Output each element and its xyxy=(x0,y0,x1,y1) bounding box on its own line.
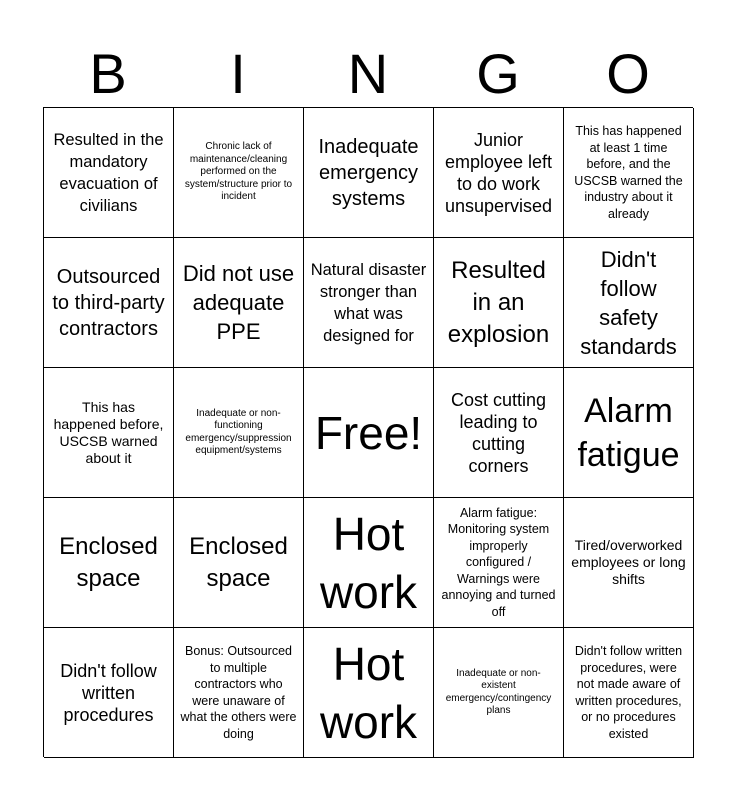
cell-text: Inadequate emergency systems xyxy=(318,135,419,210)
cell-text: Alarm fatigue xyxy=(577,391,680,474)
header-letter-g: G xyxy=(476,42,520,105)
cell-text: Didn't follow written procedures, were not made aware of written procedures, or no procedures existed xyxy=(574,644,683,741)
cell-text: Tired/overworked employees or long shifts xyxy=(571,537,686,587)
cell-text: Chronic lack of maintenance/cleaning performed on the system/structure prior to incident xyxy=(184,141,293,203)
bingo-cell[interactable] xyxy=(564,238,694,368)
bingo-cell[interactable] xyxy=(174,238,304,368)
bingo-cell[interactable] xyxy=(174,498,304,628)
cell-text: Resulted in the mandatory evacuation of civilians xyxy=(53,130,164,215)
cell-text: Outsourced to third-party contractors xyxy=(52,265,165,340)
bingo-cell[interactable] xyxy=(44,628,174,758)
bingo-cell[interactable] xyxy=(304,238,434,368)
bingo-cell[interactable] xyxy=(304,498,434,628)
cell-text: Resulted in an explosion xyxy=(447,256,550,348)
cell-text: Alarm fatigue: Monitoring system improperly configured / Warnings were annoying and turned off xyxy=(441,505,556,619)
cell-text: Didn't follow safety standards xyxy=(580,246,677,359)
bingo-header xyxy=(43,40,693,108)
header-letter-n: N xyxy=(347,42,389,105)
cell-text: Inadequate or non-functioning emergency/suppression equipment/systems xyxy=(185,407,292,456)
bingo-cell[interactable] xyxy=(174,108,304,238)
cell-text: Enclosed space xyxy=(59,532,158,592)
cell-text: This has happened at least 1 time before, and the USCSB warned the industry about it already xyxy=(574,124,683,221)
bingo-cell[interactable] xyxy=(174,368,304,498)
header-letter-b: B xyxy=(89,42,127,105)
bingo-cell[interactable] xyxy=(434,368,564,498)
header-letter-i: I xyxy=(230,42,246,105)
cell-text: Enclosed space xyxy=(189,532,288,592)
bingo-cell[interactable] xyxy=(564,498,694,628)
bingo-cell[interactable] xyxy=(304,628,434,758)
cell-text: Hot work xyxy=(319,507,418,618)
bingo-cell[interactable] xyxy=(174,628,304,758)
bingo-cell[interactable] xyxy=(564,628,694,758)
cell-text: Didn't follow written procedures xyxy=(60,660,157,725)
cell-text: Bonus: Outsourced to multiple contractors who were unaware of what the others were doing xyxy=(180,644,297,741)
bingo-cell[interactable] xyxy=(44,238,174,368)
cell-text: Natural disaster stronger than what was designed for xyxy=(310,260,427,345)
free-space-cell[interactable] xyxy=(304,368,434,498)
free-space-text: Free! xyxy=(314,406,423,459)
cell-text: This has happened before, USCSB warned about it xyxy=(53,398,164,466)
bingo-cell[interactable] xyxy=(44,108,174,238)
header-letter-o: O xyxy=(606,42,650,105)
bingo-cell[interactable] xyxy=(564,368,694,498)
cell-text: Junior employee left to do work unsupervised xyxy=(444,129,553,216)
bingo-cell[interactable] xyxy=(44,368,174,498)
bingo-cell[interactable] xyxy=(304,108,434,238)
bingo-cell[interactable] xyxy=(434,108,564,238)
cell-text: Inadequate or non-existent emergency/contingency plans xyxy=(445,667,552,716)
cell-text: Hot work xyxy=(319,637,418,748)
bingo-cell[interactable] xyxy=(564,108,694,238)
cell-text: Cost cutting leading to cutting corners xyxy=(450,389,547,476)
bingo-cell[interactable] xyxy=(434,628,564,758)
cell-text: Did not use adequate PPE xyxy=(182,261,295,344)
bingo-cell[interactable] xyxy=(434,498,564,628)
bingo-cell[interactable] xyxy=(434,238,564,368)
bingo-cell[interactable] xyxy=(44,498,174,628)
bingo-card xyxy=(43,107,693,757)
